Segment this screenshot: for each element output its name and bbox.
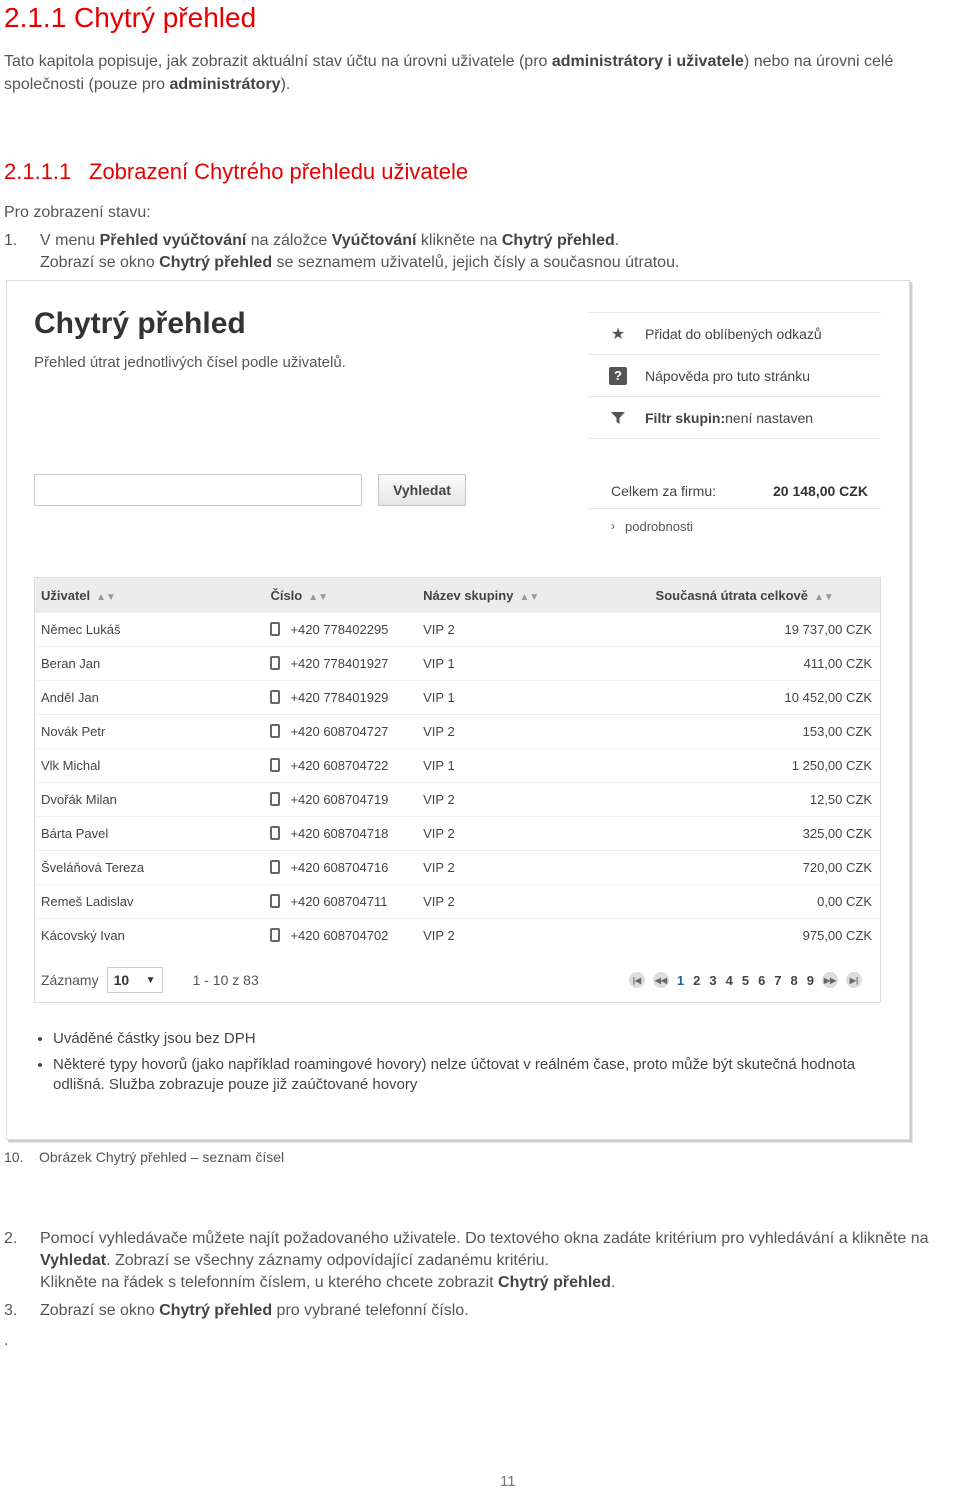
first-page-icon[interactable]: |◀ xyxy=(629,972,645,988)
help-link[interactable]: ? Nápověda pro tuto stránku xyxy=(589,354,881,396)
sort-icon: ▲▼ xyxy=(308,591,329,603)
group-name-cell: VIP 1 xyxy=(417,681,649,715)
step-2: 2. Pomocí vyhledávače můžete najít požadovaného uživatele. Do textového okna zadáte kritérium pro vyhledávání a klikněte na Vyhledat. Zobrazí se všechny záznamy odpovídající zadanému kritériu. Klikněte na řádek s telefonním číslem, u kterého chcete zobrazit Chytrý přehled. xyxy=(4,1230,929,1291)
spend-cell: 12,50 CZK xyxy=(650,783,880,817)
table-row[interactable] xyxy=(35,681,880,715)
table-row[interactable] xyxy=(35,783,880,817)
prev-page-icon[interactable]: ◀◀ xyxy=(653,972,669,988)
stray-dot: . xyxy=(4,1332,9,1349)
last-page-icon[interactable]: ▶| xyxy=(846,972,862,988)
step-1: 1. V menu Přehled vyúčtování na záložce Vyúčtování klikněte na Chytrý přehled. Zobrazí se okno Chytrý přehled se seznamem uživatelů, jejich čísly a současnou útratou. xyxy=(4,232,680,271)
spend-cell: 153,00 CZK xyxy=(650,715,880,749)
records-per-page-select[interactable]: 10 ▼ xyxy=(107,967,163,993)
user-name-cell: Vlk Michal xyxy=(35,749,264,783)
dropdown-arrow-icon: ▼ xyxy=(145,974,156,986)
user-name-cell: Beran Jan xyxy=(35,647,264,681)
users-table xyxy=(34,577,881,1003)
next-page-icon[interactable]: ▶▶ xyxy=(822,972,838,988)
phone-number-cell: +420 608704722 xyxy=(264,749,417,783)
page-number: 11 xyxy=(500,1473,516,1490)
table-row[interactable] xyxy=(35,715,880,749)
total-label: Celkem za firmu: xyxy=(611,483,717,499)
table-row[interactable] xyxy=(35,885,880,919)
spend-cell: 19 737,00 CZK xyxy=(650,613,880,647)
spend-cell: 0,00 CZK xyxy=(650,885,880,919)
group-name-cell: VIP 2 xyxy=(417,851,649,885)
page-link[interactable]: 7 xyxy=(774,972,782,988)
smart-overview-screenshot xyxy=(6,280,910,1140)
filter-icon xyxy=(609,409,627,427)
table-row[interactable] xyxy=(35,647,880,681)
user-name-cell: Bárta Pavel xyxy=(35,817,264,851)
table-row[interactable] xyxy=(35,817,880,851)
page-link[interactable]: 6 xyxy=(758,972,766,988)
chevron-right-icon: › xyxy=(611,519,615,533)
table-footer xyxy=(35,952,880,1008)
user-name-cell: Němec Lukáš xyxy=(35,613,264,647)
records-label: Záznamy xyxy=(41,972,99,988)
quick-links xyxy=(589,312,881,439)
group-name-cell: VIP 2 xyxy=(417,613,649,647)
page-link[interactable]: 9 xyxy=(806,972,814,988)
section-heading xyxy=(4,159,468,185)
phone-number-cell: +420 608704727 xyxy=(264,715,417,749)
table-row[interactable] xyxy=(35,851,880,885)
page-link[interactable]: 5 xyxy=(741,972,750,988)
sort-user-header[interactable]: Uživatel ▲▼ xyxy=(35,578,264,613)
user-name-cell: Kácovský Ivan xyxy=(35,919,264,953)
chapter-heading: 2.1.1 Chytrý přehled xyxy=(4,2,257,33)
sort-spend-header[interactable]: Současná útrata celkově ▲▼ xyxy=(650,578,880,613)
search-input[interactable] xyxy=(34,474,362,506)
figure-caption: 10. Obrázek Chytrý přehled – seznam čísel xyxy=(4,1149,285,1165)
group-name-cell: VIP 2 xyxy=(417,919,649,953)
spend-cell: 10 452,00 CZK xyxy=(650,681,880,715)
spend-cell: 720,00 CZK xyxy=(650,851,880,885)
group-name-cell: VIP 1 xyxy=(417,749,649,783)
step-3: 3. Zobrazí se okno Chytrý přehled pro vybrané telefonní číslo. xyxy=(4,1302,469,1319)
note-item: • Některé typy hovorů (jako například roamingové hovory) nelze účtovat v reálném čase, proto může být skutečná hodnota odlišná. Služba zobrazuje pouze již zaúčtované hovory xyxy=(53,1055,903,1095)
phone-number-cell: +420 778401929 xyxy=(264,681,417,715)
section-number: 2.1.1.1 xyxy=(4,159,72,184)
user-name-cell: Dvořák Milan xyxy=(35,783,264,817)
group-name-cell: VIP 2 xyxy=(417,783,649,817)
group-name-cell: VIP 2 xyxy=(417,885,649,919)
note-item: • Uváděné částky jsou bez DPH xyxy=(53,1029,903,1049)
intro-paragraph: Tato kapitola popisuje, jak zobrazit aktuální stav účtu na úrovni uživatele (pro administrátory i uživatele) nebo na úrovni celé společnosti (pouze pro administrátory). xyxy=(4,53,894,93)
details-link[interactable]: › podrobnosti xyxy=(611,518,693,534)
phone-number-cell: +420 608704716 xyxy=(264,851,417,885)
table-row[interactable] xyxy=(35,919,880,953)
user-name-cell: Novák Petr xyxy=(35,715,264,749)
screen-subtitle: Přehled útrat jednotlivých čísel podle uživatelů. xyxy=(34,354,346,371)
group-name-cell: VIP 1 xyxy=(417,647,649,681)
table-row[interactable] xyxy=(35,613,880,647)
phone-number-cell: +420 608704711 xyxy=(264,885,417,919)
spend-cell: 325,00 CZK xyxy=(650,817,880,851)
phone-icon xyxy=(270,928,280,942)
page-link[interactable]: 1 xyxy=(676,972,685,988)
page-link[interactable]: 8 xyxy=(790,972,798,988)
phone-number-cell: +420 608704702 xyxy=(264,919,417,953)
lead-text: Pro zobrazení stavu: xyxy=(4,204,151,221)
user-name-cell: Šveláňová Tereza xyxy=(35,851,264,885)
phone-icon xyxy=(270,894,280,908)
spend-cell: 411,00 CZK xyxy=(650,647,880,681)
add-favorite-link[interactable]: ★ Přidat do oblíbených odkazů xyxy=(589,312,881,354)
help-icon: ? xyxy=(609,367,627,385)
group-name-cell: VIP 2 xyxy=(417,715,649,749)
sort-icon: ▲▼ xyxy=(814,591,834,603)
spend-cell: 1 250,00 CZK xyxy=(650,749,880,783)
records-range: 1 - 10 z 83 xyxy=(192,972,259,988)
spend-cell: 975,00 CZK xyxy=(650,919,880,953)
screen-title: Chytrý přehled xyxy=(34,307,246,340)
sort-group-header[interactable]: Název skupiny ▲▼ xyxy=(417,578,649,613)
phone-icon xyxy=(270,792,280,806)
table-header-row xyxy=(35,578,880,613)
total-value: 20 148,00 CZK xyxy=(773,483,868,499)
page-link[interactable]: 3 xyxy=(709,972,717,988)
group-filter-link[interactable]: Filtr skupin: není nastaven xyxy=(589,396,881,439)
company-total xyxy=(589,474,881,543)
notes-list xyxy=(31,1029,903,1101)
sort-number-header[interactable]: Číslo ▲▼ xyxy=(264,578,417,613)
group-name-cell: VIP 2 xyxy=(417,817,649,851)
star-icon: ★ xyxy=(610,325,626,343)
phone-icon xyxy=(270,758,280,772)
user-name-cell: Anděl Jan xyxy=(35,681,264,715)
phone-icon xyxy=(270,622,280,636)
phone-icon xyxy=(270,656,280,670)
sort-icon: ▲▼ xyxy=(96,591,116,603)
page-link[interactable]: 2 xyxy=(693,972,701,988)
search-button[interactable]: Vyhledat xyxy=(378,474,466,506)
phone-icon xyxy=(270,860,280,874)
phone-number-cell: +420 778402295 xyxy=(264,613,417,647)
phone-number-cell: +420 778401927 xyxy=(264,647,417,681)
page-link[interactable]: 4 xyxy=(725,972,733,988)
table-row[interactable] xyxy=(35,749,880,783)
phone-icon xyxy=(270,690,280,704)
phone-number-cell: +420 608704719 xyxy=(264,783,417,817)
sort-icon: ▲▼ xyxy=(519,591,540,603)
phone-icon xyxy=(270,826,280,840)
user-name-cell: Remeš Ladislav xyxy=(35,885,264,919)
pagination xyxy=(629,952,862,1008)
section-title: Zobrazení Chytrého přehledu uživatele xyxy=(89,159,469,184)
phone-number-cell: +420 608704718 xyxy=(264,817,417,851)
phone-icon xyxy=(270,724,280,738)
